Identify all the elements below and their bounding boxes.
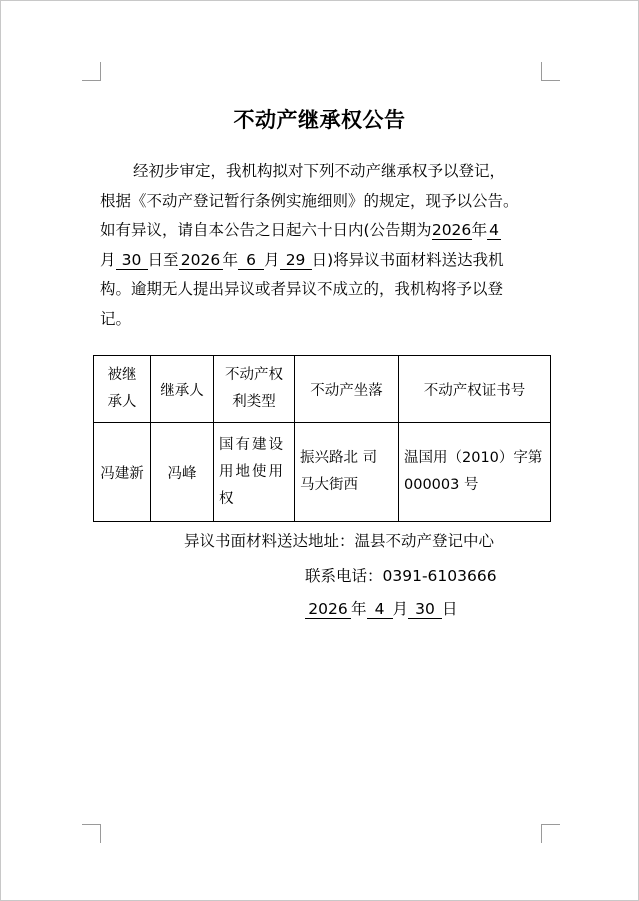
day-char: 日 xyxy=(442,600,458,618)
margin-mark-top-right xyxy=(541,62,560,81)
cell-certificate: 温国用（2010）字第 000003 号 xyxy=(399,423,551,522)
date-month: 4 xyxy=(367,600,393,619)
paragraph-line xyxy=(100,246,550,276)
start-year: 2026 xyxy=(431,221,472,239)
end-day: 29 xyxy=(280,251,312,270)
paragraph-line: 记。 xyxy=(100,309,132,328)
table-row xyxy=(94,423,551,522)
margin-mark-top-left xyxy=(82,62,101,81)
year-char: 年 xyxy=(222,250,239,269)
objection-address: 异议书面材料送达地址：温县不动产登记中心 xyxy=(184,532,495,550)
month-char: 月 xyxy=(264,250,280,269)
margin-mark-bottom-left xyxy=(82,824,101,843)
contact-phone: 联系电话：0391-6103666 xyxy=(305,567,497,585)
paragraph-line: 构。逾期无人提出异议或者异议不成立的，我机构将予以登 xyxy=(100,280,504,298)
month-char: 月 xyxy=(392,600,409,618)
notice-paragraph xyxy=(100,157,550,334)
header-location: 不动产坐落 xyxy=(295,356,399,423)
date-day: 30 xyxy=(408,600,442,619)
end-month: 6 xyxy=(238,251,264,270)
cell-location: 振兴路北 司 马大街西 xyxy=(295,423,399,522)
period-suffix: 日)将异议书面材料送达我机 xyxy=(311,250,504,269)
date-year: 2026 xyxy=(305,600,351,619)
table-header-row xyxy=(94,356,551,423)
header-certificate: 不动产权证书号 xyxy=(399,356,551,423)
end-year: 2026 xyxy=(179,251,223,270)
header-heir: 继承人 xyxy=(151,356,214,423)
paragraph-line: 经初步审定，我机构拟对下列不动产继承权予以登记， xyxy=(133,162,506,180)
paragraph-line: 根据《不动产登记暂行条例实施细则》的规定，现予以公告。 xyxy=(100,191,519,210)
cell-right-type: 国有建设 用地使用 权 xyxy=(214,423,295,522)
year-char: 年 xyxy=(351,600,367,618)
header-decedent: 被继 承人 xyxy=(94,356,151,423)
year-char: 年 xyxy=(471,221,488,239)
document-title: 不动产继承权公告 xyxy=(233,107,406,132)
notice-table xyxy=(93,355,551,522)
margin-mark-bottom-right xyxy=(541,824,560,843)
month-char: 月 xyxy=(100,250,116,269)
period-intro: 如有异议，请自本公告之日起六十日内(公告期为 xyxy=(100,221,432,239)
paragraph-line xyxy=(100,216,550,246)
start-day: 30 xyxy=(116,251,148,270)
signing-date xyxy=(305,597,458,619)
header-right-type: 不动产权 利类型 xyxy=(214,356,295,423)
day-to: 日至 xyxy=(147,250,179,269)
cell-heir: 冯峰 xyxy=(151,423,214,522)
start-month: 4 xyxy=(487,221,501,240)
cell-decedent: 冯建新 xyxy=(94,423,151,522)
